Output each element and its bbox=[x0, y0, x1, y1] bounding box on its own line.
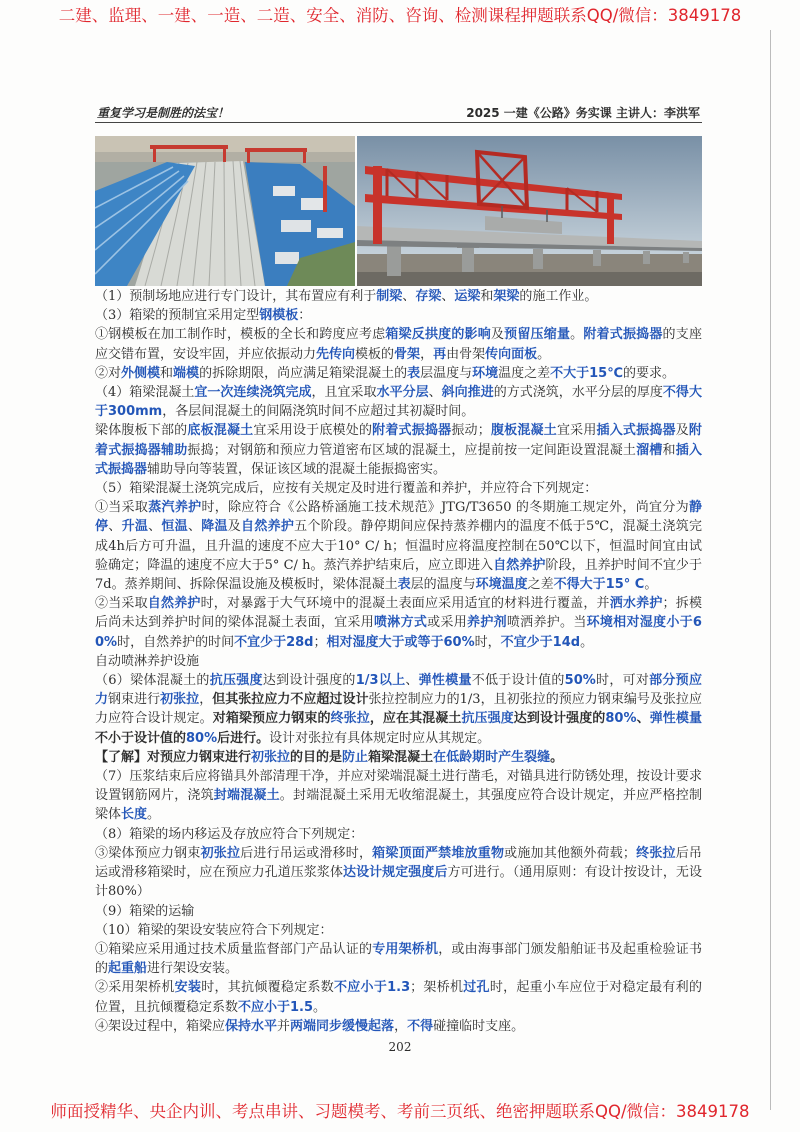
plain-text: 方可进行。（通用原则：有设计按设计，无设计80%） bbox=[95, 865, 702, 900]
plain-text: ①箱梁应采用通过技术质量监督部门产品认证的 bbox=[95, 941, 373, 957]
paragraph bbox=[95, 479, 702, 498]
highlight-text: 附着式振捣器 bbox=[583, 327, 663, 343]
plain-text: ；架桥机 bbox=[410, 980, 464, 996]
plain-text: 宜采用 bbox=[556, 423, 597, 439]
highlight-text: 不大于15℃ bbox=[550, 365, 623, 381]
plain-text: 宜采用设于底模处的 bbox=[253, 423, 373, 439]
highlight-text: 在低龄期时产生裂缝 bbox=[433, 749, 551, 765]
highlight-text: 80% bbox=[186, 730, 218, 746]
top-promo-banner: 二建、监理、一建、一造、二造、安全、消防、咨询、检测课程押题联系QQ/微信：3849178 bbox=[58, 6, 742, 25]
bold-text: 后进行。 bbox=[217, 730, 270, 746]
plain-text: ①钢模板在加工制作时，模板的全长和跨度应考虑 bbox=[95, 327, 386, 343]
highlight-text: 不得大于15° C bbox=[553, 577, 645, 593]
highlight-text: 架梁 bbox=[493, 289, 520, 304]
paragraph bbox=[95, 594, 702, 652]
plain-text: 张拉控制应力的1/3，且初张拉的预应力钢束编号及张拉应力应符合设计规定。 bbox=[95, 692, 702, 727]
plain-text: 的要求。 bbox=[622, 365, 675, 381]
highlight-text: 两端同步缓慢起落 bbox=[290, 1018, 395, 1034]
bottom-promo-banner: 师面授精华、央企内训、考点串讲、习题模考、考前三页纸、绝密押题联系QQ/微信：3849178 bbox=[50, 1102, 750, 1121]
highlight-text: 抗压强度 bbox=[461, 711, 514, 727]
highlight-text: 终张拉 bbox=[330, 711, 370, 727]
plain-text: （4）箱梁混凝土 bbox=[95, 385, 195, 401]
plain-text: 。 bbox=[644, 577, 658, 593]
highlight-text: 附着式振捣器辅助 bbox=[95, 423, 702, 458]
highlight-text: 保持水平 bbox=[225, 1018, 278, 1034]
highlight-text: 养护剂 bbox=[467, 615, 507, 631]
paragraph bbox=[95, 652, 702, 671]
paragraph bbox=[95, 306, 702, 325]
plain-text: 。 bbox=[313, 999, 327, 1015]
paragraph bbox=[95, 498, 702, 594]
plain-text: ②采用架桥机 bbox=[95, 980, 175, 996]
plain-text: 后吊运或滑移箱梁时，应在预应力孔道压浆浆体 bbox=[95, 845, 702, 881]
highlight-text: 箱梁反拱度的影响 bbox=[385, 327, 491, 343]
scan-page-edge bbox=[770, 30, 771, 1110]
plain-text: 设计对张拉有具体规定时应从其规定。 bbox=[269, 730, 491, 746]
plain-text: 时，起重小车应位于对稳定最有利的位置，且抗倾覆稳定系数 bbox=[95, 980, 702, 1015]
highlight-text: 初张拉 bbox=[160, 692, 200, 708]
highlight-text: 骨架 bbox=[394, 346, 421, 362]
plain-text: 。封端混凝土采用无收缩混凝土，其强度应符合设计规定，并应严格控制梁体 bbox=[95, 788, 702, 823]
highlight-text: 自然养护 bbox=[493, 557, 546, 573]
highlight-text: 过孔 bbox=[463, 980, 490, 996]
highlight-text: 防止 bbox=[342, 749, 369, 765]
plain-text: 钢束进行 bbox=[108, 692, 161, 708]
plain-text: 、 bbox=[405, 673, 419, 689]
plain-text: 之差 bbox=[527, 577, 554, 593]
plain-text: 。 bbox=[147, 807, 161, 823]
bold-text: 、 bbox=[636, 711, 650, 727]
bold-text: 箱梁混凝土 bbox=[368, 749, 434, 765]
plain-text: 、 bbox=[428, 385, 442, 401]
plain-text: 喷洒养护。当 bbox=[506, 615, 587, 631]
plain-text: 阶段，且养护时间不宜少于7d。蒸养期间、拆除保温设施及模板时，梁体混凝土 bbox=[95, 557, 702, 593]
plain-text: ， bbox=[199, 692, 213, 708]
page-header bbox=[95, 103, 702, 123]
plain-text: 时，其抗倾覆稳定系数 bbox=[201, 980, 334, 996]
paragraph bbox=[95, 748, 702, 767]
bold-text: 不小于设计值的 bbox=[95, 730, 187, 746]
highlight-text: 初张拉 bbox=[251, 749, 291, 765]
paragraph bbox=[95, 421, 702, 479]
highlight-text: 恒温 bbox=[161, 519, 188, 535]
paragraph bbox=[95, 364, 702, 383]
highlight-text: 抗压强度 bbox=[209, 673, 263, 689]
highlight-text: 不应小于1.3 bbox=[334, 980, 411, 996]
highlight-text: 弹性模量 bbox=[649, 711, 702, 727]
highlight-text: 安装 bbox=[174, 980, 202, 996]
plain-text: 进行架设安装。 bbox=[147, 961, 239, 977]
highlight-text: 底板混凝土 bbox=[187, 423, 254, 439]
plain-text: 达到设计强度的 bbox=[262, 673, 356, 689]
plain-text: 层的温度与 bbox=[410, 577, 476, 593]
highlight-text: 降温 bbox=[201, 519, 228, 535]
plain-text: ②对 bbox=[95, 365, 122, 381]
plain-text: 或施加其他额外荷载； bbox=[504, 845, 636, 861]
highlight-text: 部分预应力 bbox=[95, 673, 702, 708]
plain-text: （9）箱梁的运输 bbox=[95, 903, 195, 919]
highlight-text: 存梁 bbox=[415, 289, 442, 304]
highlight-text: 初张拉 bbox=[200, 845, 241, 861]
highlight-text: 升温 bbox=[121, 519, 149, 535]
highlight-text: 自然养护 bbox=[147, 596, 201, 612]
bold-text: 但其张拉应力不应超过设计 bbox=[212, 692, 369, 708]
plain-text: ： bbox=[298, 308, 312, 324]
plain-text: ； bbox=[313, 634, 327, 650]
plain-text: 。 bbox=[537, 346, 551, 362]
highlight-text: 弹性模量 bbox=[418, 673, 472, 689]
highlight-text: 1/3以上 bbox=[355, 673, 406, 689]
highlight-text: 不应小于1.5 bbox=[238, 999, 314, 1015]
highlight-text: 插入式振捣器 bbox=[596, 423, 676, 439]
highlight-text: 水平分层 bbox=[376, 385, 429, 401]
highlight-text: 表 bbox=[407, 365, 421, 381]
plain-text: 层温度与 bbox=[420, 365, 473, 381]
highlight-text: 环境温度 bbox=[475, 577, 528, 593]
plain-text: 的施工作业。 bbox=[519, 289, 598, 304]
plain-text: 梁体腹板下部的 bbox=[95, 423, 188, 439]
plain-text: 并 bbox=[277, 1018, 291, 1034]
plain-text: 的拆除期限，尚应满足箱梁混凝土的 bbox=[199, 365, 408, 381]
highlight-text: 附着式振捣器 bbox=[372, 423, 452, 439]
header-motto: 重复学习是制胜的法宝！ bbox=[97, 106, 230, 120]
paragraph bbox=[95, 902, 702, 921]
paragraph bbox=[95, 921, 702, 940]
highlight-text: 环境 bbox=[472, 365, 499, 381]
plain-text: 、 bbox=[441, 289, 455, 304]
plain-text: 时，对暴露于大气环境中的混凝土表面应采用适宜的材料进行覆盖，并 bbox=[200, 596, 610, 612]
highlight-text: 洒水养护 bbox=[609, 596, 663, 612]
plain-text: （10）箱梁的架设安装应符合下列规定： bbox=[95, 922, 333, 938]
highlight-text: 达设计规定强度后 bbox=[343, 865, 448, 881]
plain-text: 由骨架 bbox=[446, 346, 486, 362]
plain-text: 。 bbox=[570, 327, 584, 343]
paragraph bbox=[95, 325, 702, 363]
highlight-text: 钢模板 bbox=[259, 308, 299, 324]
highlight-text: 蒸汽养护 bbox=[148, 500, 202, 516]
highlight-text: 不得大于300mm bbox=[95, 385, 702, 420]
highlight-text: 制梁 bbox=[376, 289, 403, 304]
highlight-text: 箱梁顶面严禁堆放重物 bbox=[372, 845, 505, 861]
plain-text: ④架设过程中，箱梁应 bbox=[95, 1018, 226, 1034]
highlight-text: 传向面板 bbox=[485, 346, 538, 362]
highlight-text: 外侧模 bbox=[121, 365, 161, 381]
highlight-text: 喷淋方式 bbox=[374, 615, 428, 631]
photo-strip bbox=[95, 136, 702, 286]
highlight-text: 再 bbox=[433, 346, 447, 362]
paragraph bbox=[95, 978, 702, 1016]
plain-text: 自动喷淋养护设施 bbox=[95, 653, 200, 669]
plain-text: ， bbox=[420, 346, 434, 362]
highlight-text: 运梁 bbox=[454, 289, 481, 304]
highlight-text: 表 bbox=[397, 577, 411, 593]
body-text bbox=[95, 287, 702, 1036]
highlight-text: 溜槽 bbox=[636, 442, 663, 458]
plain-text: ①当采取 bbox=[95, 500, 149, 516]
plain-text: 、 bbox=[148, 519, 162, 535]
plain-text: 时，除应符合《公路桥涵施工技术规范》JTG/T3650 的冬期施工规定外，尚宜分为 bbox=[201, 500, 689, 516]
highlight-text: 不宜少于28d bbox=[234, 634, 314, 650]
plain-text: 模板的 bbox=[355, 346, 395, 362]
highlight-text: 终张拉 bbox=[635, 845, 676, 861]
highlight-text: 插入式振捣器 bbox=[95, 442, 702, 477]
bold-text: 达到设计强度的 bbox=[513, 711, 606, 727]
plain-text: ，且宜采取 bbox=[311, 385, 377, 401]
highlight-text: 自然养护 bbox=[241, 519, 295, 535]
paragraph bbox=[95, 383, 702, 421]
bold-text: 对箱梁预应力钢束的 bbox=[212, 711, 331, 727]
plain-text: ②当采取 bbox=[95, 596, 148, 612]
header-course-title: 2025 一建《公路》务实课 主讲人：李洪军 bbox=[466, 106, 700, 120]
highlight-text: 相对湿度大于或等于60% bbox=[326, 634, 475, 650]
bold-text: 【了解】对预应力钢束进行 bbox=[95, 749, 252, 765]
plain-text: 不低于设计值的 bbox=[471, 673, 565, 689]
paragraph bbox=[95, 940, 702, 978]
precast-yard-photo bbox=[95, 136, 355, 286]
highlight-text: 环境相对湿度小于60% bbox=[95, 615, 702, 650]
plain-text: ；拆模后尚未达到养护时间的梁体混凝土表面，宜采用 bbox=[95, 596, 702, 631]
highlight-text: 不得 bbox=[407, 1018, 434, 1034]
plain-text: ③梁体预应力钢束 bbox=[95, 845, 201, 861]
plain-text: 后进行吊运或滑移时， bbox=[240, 845, 373, 861]
plain-text: 碰撞临时支座。 bbox=[433, 1018, 525, 1034]
bold-text: 的目的是 bbox=[290, 749, 343, 765]
bridge-erecting-machine-photo bbox=[357, 136, 702, 286]
plain-text: 及 bbox=[227, 519, 242, 535]
plain-text: 或采用 bbox=[427, 615, 468, 631]
highlight-text: 封端混凝土 bbox=[213, 788, 280, 804]
plain-text: 和 bbox=[662, 442, 676, 458]
plain-text: 振动； bbox=[451, 423, 491, 439]
plain-text: 五个阶段。静停期间应保持蒸养棚内的温度不低于5℃，混凝土浇筑完成4h后方可升温，且升温的速度不应大于10° C/ h；恒温时应将温度控制在50℃以下，恒温时间宜由试验确定；降温的速度不应大于5° C/ h。蒸汽养护结束后，应立即进入 bbox=[95, 519, 702, 573]
plain-text: 、 bbox=[187, 519, 202, 535]
paragraph bbox=[95, 287, 702, 306]
plain-text: 时，自然养护的时间 bbox=[117, 634, 235, 650]
highlight-text: 腹板混凝土 bbox=[490, 423, 557, 439]
highlight-text: 斜向推进 bbox=[441, 385, 494, 401]
paragraph bbox=[95, 844, 702, 902]
plain-text: 温度之差 bbox=[498, 365, 551, 381]
paragraph bbox=[95, 671, 702, 748]
plain-text: 的方式浇筑，水平分层的厚度 bbox=[493, 385, 663, 401]
highlight-text: 80% bbox=[605, 711, 637, 727]
plain-text: 和 bbox=[160, 365, 174, 381]
bold-text: 。 bbox=[550, 749, 564, 765]
plain-text: 和 bbox=[480, 289, 494, 304]
highlight-text: 先传向 bbox=[316, 346, 356, 362]
paragraph bbox=[95, 767, 702, 825]
plain-text: 时，可对 bbox=[595, 673, 650, 689]
plain-text: 及 bbox=[675, 423, 689, 439]
plain-text: （8）箱梁的场内移运及存放应符合下列规定： bbox=[95, 826, 364, 842]
plain-text: 及 bbox=[490, 327, 505, 343]
plain-text: 的支座应交错布置，安设牢固，并应依振动力 bbox=[95, 327, 702, 362]
highlight-text: 宜一次连续浇筑完成 bbox=[194, 385, 312, 401]
plain-text: ，各层间混凝土的间隔浇筑时间不应超过其初凝时间。 bbox=[162, 404, 475, 420]
plain-text: （6）梁体混凝土的 bbox=[95, 673, 210, 689]
plain-text: 时， bbox=[474, 634, 501, 650]
highlight-text: 长度 bbox=[121, 807, 148, 823]
highlight-text: 预留压缩量 bbox=[504, 327, 571, 343]
plain-text: （3）箱梁的预制宜采用定型 bbox=[95, 308, 260, 324]
plain-text: 、 bbox=[108, 519, 122, 535]
highlight-text: 起重船 bbox=[108, 961, 148, 977]
plain-text: （7）压浆结束后应将锚具外部清理干净，并应对梁端混凝土进行凿毛，对锚具进行防锈处理，按设计要求设置钢筋网片，浇筑 bbox=[95, 769, 702, 804]
plain-text: ， bbox=[394, 1018, 408, 1034]
plain-text: 辅助导向等装置，保证该区域的混凝土能振捣密实。 bbox=[147, 461, 447, 477]
paragraph bbox=[95, 825, 702, 844]
highlight-text: 不宜少于14d bbox=[500, 634, 581, 650]
paragraph bbox=[95, 1017, 702, 1036]
highlight-text: 端模 bbox=[173, 365, 200, 381]
plain-text: 振捣；对钢筋和预应力管道密布区域的混凝土，应提前按一定间距设置混凝土 bbox=[187, 442, 637, 458]
bold-text: ，应在其混凝土 bbox=[369, 711, 462, 727]
highlight-text: 50% bbox=[564, 673, 596, 689]
plain-text: （5）箱梁混凝土浇筑完成后，应按有关规定及时进行覆盖和养护，并应符合下列规定： bbox=[95, 481, 598, 497]
highlight-text: 静停 bbox=[95, 500, 702, 535]
plain-text: 。 bbox=[580, 634, 594, 650]
page-number: 202 bbox=[388, 1040, 412, 1054]
plain-text: （1）预制场地应进行专门设计，其布置应有利于 bbox=[95, 289, 377, 304]
plain-text: 、 bbox=[402, 289, 416, 304]
highlight-text: 专用架桥机 bbox=[372, 941, 439, 957]
plain-text: ，或由海事部门颁发船舶证书及起重检验证书的 bbox=[95, 941, 702, 977]
